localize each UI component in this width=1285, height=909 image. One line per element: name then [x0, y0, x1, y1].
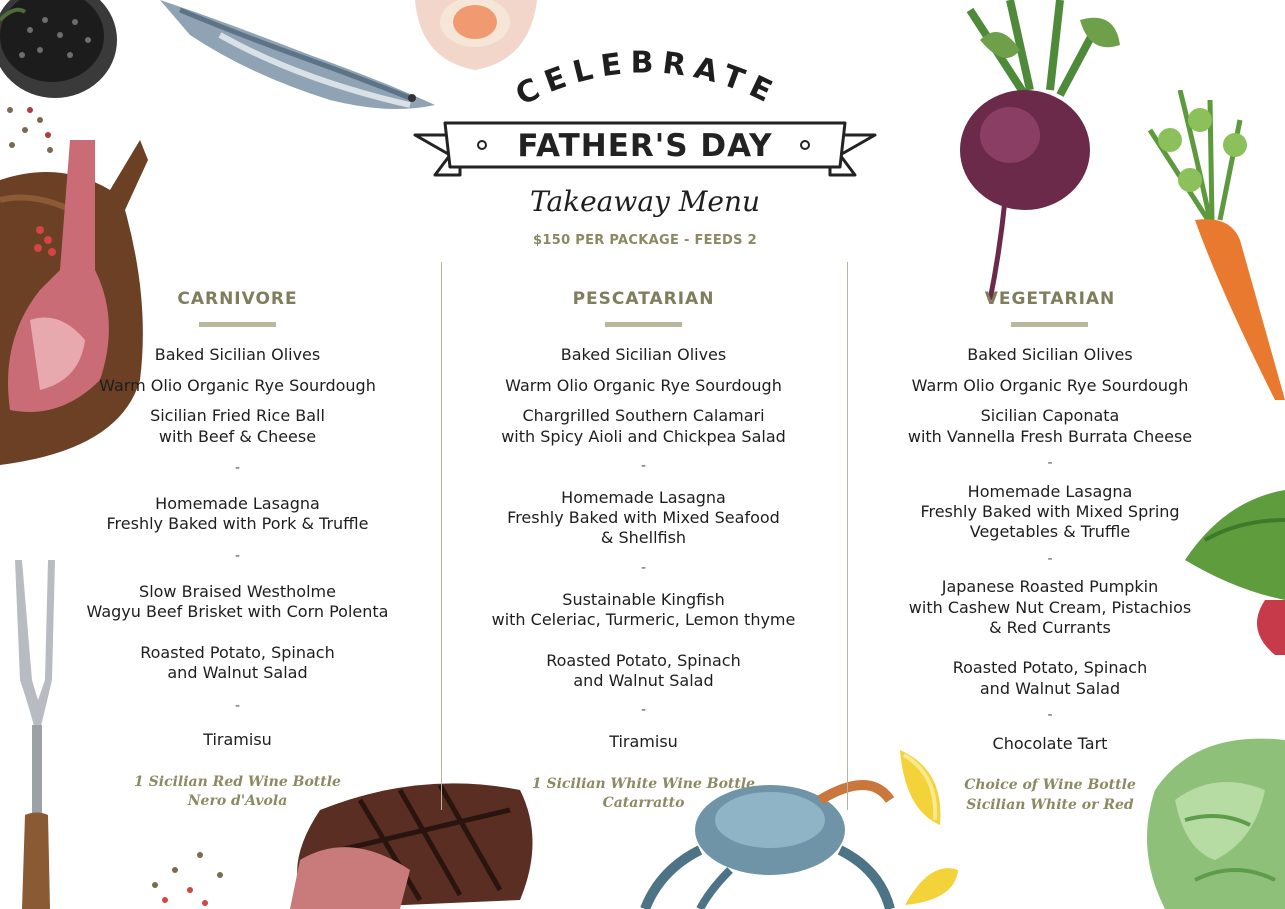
column-title: PESCATARIAN — [572, 289, 715, 309]
menu-item: Japanese Roasted Pumpkin — [941, 577, 1159, 596]
course-separator: - — [640, 702, 647, 718]
menu-item: Warm Olio Organic Rye Sourdough — [505, 376, 782, 395]
lemon-wedge-illustration — [900, 860, 960, 909]
menu-item: Tiramisu — [609, 732, 678, 751]
fish-illustration — [160, 0, 440, 120]
wine-note: 1 Sicilian Red Wine Bottle — [134, 774, 341, 790]
wine-note: 1 Sicilian White Wine Bottle — [531, 776, 756, 792]
menu-item: Sustainable Kingfish — [562, 590, 725, 609]
column-divider — [847, 262, 848, 810]
course-separator: - — [234, 548, 241, 564]
menu-item: Homemade Lasagna — [967, 482, 1133, 501]
wine-note: Catarratto — [602, 795, 685, 811]
menu-item-detail: with Spicy Aioli and Chickpea Salad — [501, 427, 786, 446]
course-separator: - — [1047, 455, 1053, 471]
menu-item: Slow Braised Westholme — [139, 582, 336, 601]
course-separator: - — [640, 560, 647, 576]
title-underline — [1011, 322, 1088, 327]
peppercorn-bowl-illustration — [0, 0, 125, 110]
scattered-pepper-illustration — [145, 845, 255, 909]
menu-item: Homemade Lasagna — [561, 488, 726, 507]
carving-fork-illustration — [0, 560, 70, 909]
menu-item-detail: & Shellfish — [600, 528, 687, 547]
menu-item-detail: with Cashew Nut Cream, Pistachios — [908, 598, 1192, 617]
menu-item-detail: Vegetables & Truffle — [969, 522, 1131, 541]
menu-item: Sicilian Fried Rice Ball — [150, 406, 325, 425]
menu-item-detail: and Walnut Salad — [167, 663, 308, 682]
column-title: CARNIVORE — [177, 289, 298, 309]
page-subtitle: Takeaway Menu — [529, 185, 761, 218]
menu-item-detail: with Vannella Fresh Burrata Cheese — [907, 427, 1193, 446]
wine-note: Nero d'Avola — [187, 793, 288, 809]
menu-item-detail: Freshly Baked with Pork & Truffle — [106, 514, 369, 533]
menu-column-pescatarian — [470, 289, 817, 819]
menu-item: Warm Olio Organic Rye Sourdough — [911, 376, 1189, 395]
title-underline — [605, 322, 682, 327]
menu-item: Sicilian Caponata — [980, 406, 1120, 425]
column-divider — [441, 262, 442, 810]
svg-text:CELEBRATE: CELEBRATE — [510, 45, 785, 114]
package-price: $150 PER PACKAGE - FEEDS 2 — [533, 233, 757, 248]
page-title: FATHER'S DAY — [517, 128, 773, 164]
menu-item: Roasted Potato, Spinach — [952, 658, 1148, 677]
beetroot-illustration — [950, 0, 1150, 300]
course-separator: - — [1047, 707, 1053, 723]
menu-item-detail: with Beef & Cheese — [158, 427, 317, 446]
course-separator: - — [234, 460, 241, 476]
menu-item-detail: and Walnut Salad — [979, 679, 1121, 698]
menu-item: Chargrilled Southern Calamari — [522, 406, 765, 425]
menu-item-detail: & Red Currants — [989, 618, 1111, 637]
menu-item-detail: Freshly Baked with Mixed Spring — [920, 502, 1180, 521]
menu-item: Baked Sicilian Olives — [154, 345, 321, 364]
menu-item: Baked Sicilian Olives — [967, 345, 1133, 364]
menu-header — [410, 40, 880, 260]
menu-item: Homemade Lasagna — [155, 494, 320, 513]
menu-item-detail: Freshly Baked with Mixed Seafood — [507, 508, 780, 527]
menu-item-detail: Wagyu Beef Brisket with Corn Polenta — [86, 602, 389, 621]
wine-note: Choice of Wine Bottle — [964, 777, 1136, 793]
menu-item-detail: with Celeriac, Turmeric, Lemon thyme — [491, 610, 796, 629]
menu-item: Tiramisu — [203, 730, 272, 749]
wine-note: Sicilian White or Red — [966, 797, 1134, 813]
menu-item: Warm Olio Organic Rye Sourdough — [99, 376, 376, 395]
column-title: VEGETARIAN — [984, 289, 1116, 309]
course-separator: - — [234, 698, 241, 714]
menu-item: Roasted Potato, Spinach — [546, 651, 741, 670]
title-underline — [199, 322, 276, 327]
menu-item: Chocolate Tart — [992, 734, 1108, 753]
menu-item-detail: and Walnut Salad — [573, 671, 714, 690]
menu-column-vegetarian — [885, 289, 1215, 819]
menu-item: Baked Sicilian Olives — [560, 345, 727, 364]
course-separator: - — [640, 458, 647, 474]
menu-column-carnivore — [75, 289, 400, 819]
course-separator: - — [1047, 551, 1053, 567]
menu-item: Roasted Potato, Spinach — [140, 643, 335, 662]
